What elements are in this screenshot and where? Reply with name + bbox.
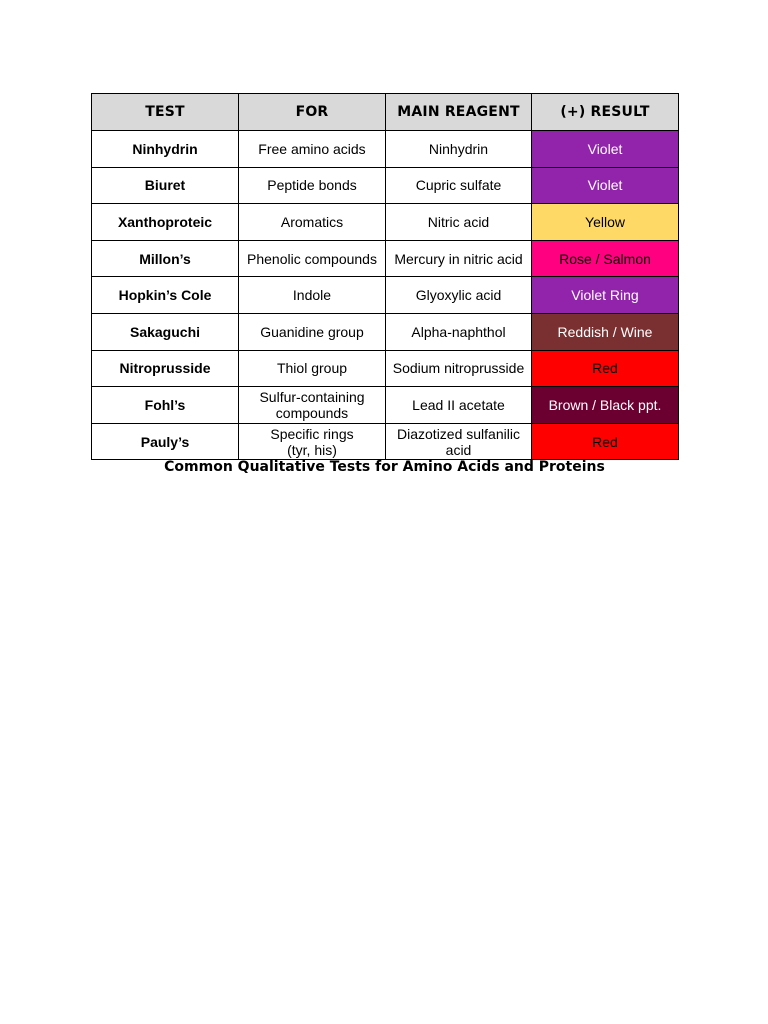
- cell-for: Phenolic compounds: [239, 240, 386, 277]
- header-main-reagent: MAIN REAGENT: [386, 94, 532, 131]
- cell-result: Red: [532, 423, 679, 460]
- cell-result: Reddish / Wine: [532, 313, 679, 350]
- table-row: [92, 423, 679, 460]
- table-row: [92, 240, 679, 277]
- cell-reagent: Nitric acid: [386, 204, 532, 241]
- cell-result: Violet: [532, 167, 679, 204]
- cell-test: Hopkin’s Cole: [92, 277, 239, 314]
- cell-test: Sakaguchi: [92, 313, 239, 350]
- cell-reagent: Mercury in nitric acid: [386, 240, 532, 277]
- cell-for: Aromatics: [239, 204, 386, 241]
- table-row: [92, 387, 679, 424]
- cell-reagent: Glyoxylic acid: [386, 277, 532, 314]
- cell-reagent: Lead II acetate: [386, 387, 532, 424]
- cell-for: Peptide bonds: [239, 167, 386, 204]
- table-row: [92, 167, 679, 204]
- cell-reagent: Sodium nitroprusside: [386, 350, 532, 387]
- cell-result: Red: [532, 350, 679, 387]
- cell-test: Nitroprusside: [92, 350, 239, 387]
- cell-result: Brown / Black ppt.: [532, 387, 679, 424]
- cell-result: Yellow: [532, 204, 679, 241]
- cell-result: Rose / Salmon: [532, 240, 679, 277]
- cell-reagent: Cupric sulfate: [386, 167, 532, 204]
- cell-test: Xanthoproteic: [92, 204, 239, 241]
- cell-for: Thiol group: [239, 350, 386, 387]
- cell-reagent: Ninhydrin: [386, 131, 532, 168]
- cell-for: Guanidine group: [239, 313, 386, 350]
- table-row: [92, 277, 679, 314]
- amino-acid-tests-table: [91, 93, 679, 460]
- cell-reagent: Alpha-naphthol: [386, 313, 532, 350]
- cell-reagent: Diazotized sulfanilic acid: [386, 423, 532, 460]
- cell-test: Millon’s: [92, 240, 239, 277]
- cell-test: Fohl’s: [92, 387, 239, 424]
- cell-for: Indole: [239, 277, 386, 314]
- cell-test: Ninhydrin: [92, 131, 239, 168]
- table-row: [92, 350, 679, 387]
- cell-for: Sulfur-containing compounds: [239, 387, 386, 424]
- cell-test: Pauly’s: [92, 423, 239, 460]
- header-test: TEST: [92, 94, 239, 131]
- table-row: [92, 131, 679, 168]
- table-caption: Common Qualitative Tests for Amino Acids and Proteins: [164, 459, 605, 475]
- table-row: [92, 204, 679, 241]
- header-result: (+) RESULT: [532, 94, 679, 131]
- table-header-row: [92, 94, 679, 131]
- cell-for: Free amino acids: [239, 131, 386, 168]
- cell-test: Biuret: [92, 167, 239, 204]
- cell-result: Violet: [532, 131, 679, 168]
- cell-result: Violet Ring: [532, 277, 679, 314]
- header-for: FOR: [239, 94, 386, 131]
- table-row: [92, 313, 679, 350]
- cell-for: Specific rings (tyr, his): [239, 423, 386, 460]
